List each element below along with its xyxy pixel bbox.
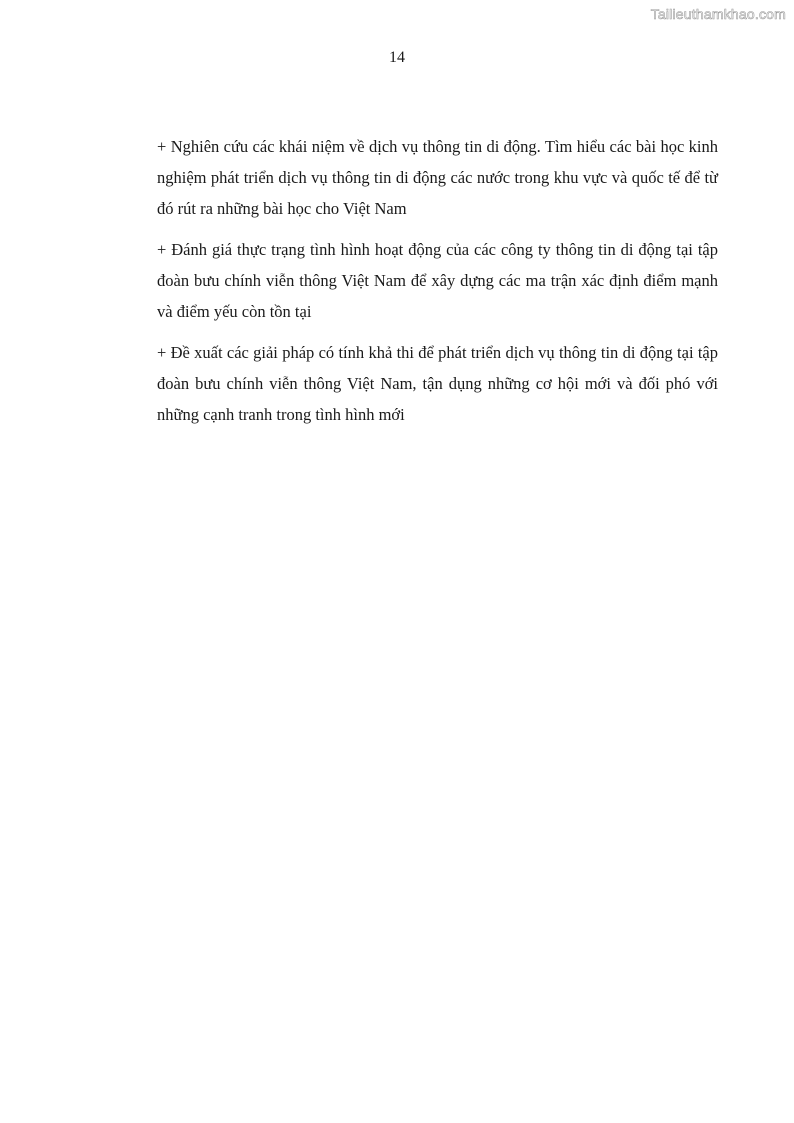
paragraph-research-concepts: + Nghiên cứu các khái niệm về dịch vụ thông tin di động. Tìm hiểu các bài học kinh nghiệm phát triển dịch vụ thông tin di động các nước trong khu vực và quốc tế để từ đó rút ra những bài học cho Việt Nam — [157, 137, 718, 218]
body-text — [157, 131, 718, 440]
page-number: 14 — [389, 49, 405, 66]
paragraph-propose-solutions: + Đề xuất các giải pháp có tính khả thi để phát triển dịch vụ thông tin di động tại tập đoàn bưu chính viễn thông Việt Nam, tận dụng những cơ hội mới và đối phó với những cạnh tranh trong tình hình mới — [157, 343, 718, 424]
watermark: Tailieuthamkhao.com — [650, 6, 786, 22]
paragraph-assess-situation: + Đánh giá thực trạng tình hình hoạt động của các công ty thông tin di động tại tập đoàn bưu chính viễn thông Việt Nam để xây dựng các ma trận xác định điểm mạnh và điểm yếu còn tồn tại — [157, 240, 718, 321]
